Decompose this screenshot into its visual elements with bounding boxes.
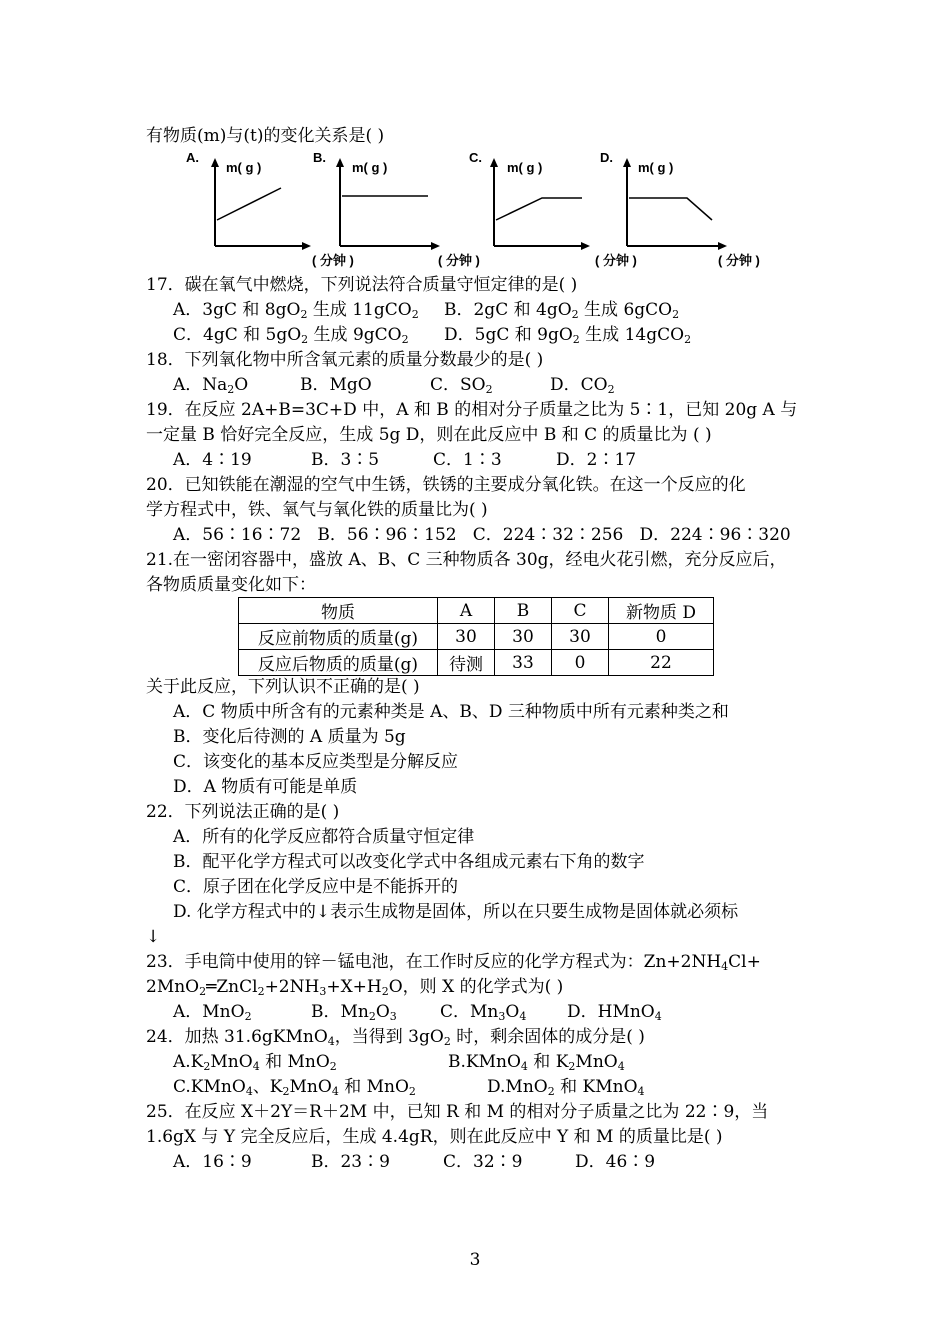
table-header-cell: 物质	[239, 598, 438, 624]
table-header-cell: A	[438, 598, 495, 624]
question-23-option-d: D．HMnO$_4$	[567, 1002, 662, 1023]
question-22-stem: 22．下列说法正确的是( )	[146, 802, 340, 822]
graph-c-xlabel: ( 分钟 )	[595, 253, 637, 268]
question-19-option-c: C．1∶3	[433, 450, 502, 470]
table-cell: 30	[438, 624, 495, 650]
question-24-stem: 24．加热 31.6gKMnO$_4$，当得到 $3gO_2$ 时，剩余固体的成分是( )	[146, 1027, 645, 1048]
graph-b-letter: B.	[313, 150, 326, 165]
table-cell: 30	[552, 624, 609, 650]
graph-a-xlabel: ( 分钟 )	[312, 253, 354, 268]
question-23-option-b: B．$Mn_2O_3$	[311, 1002, 397, 1023]
table-row	[239, 624, 714, 650]
table-header-cell: B	[495, 598, 552, 624]
question-21-line-1: 21.在一密闭容器中，盛放 A、B、C 三种物质各 30g，经电火花引燃，充分反应后，	[146, 550, 787, 570]
question-21-option-c: C．该变化的基本反应类型是分解反应	[173, 752, 459, 772]
question-24-option-c: C.KMnO$_4$、$K_2MnO_4$ 和 MnO$_2$	[173, 1077, 416, 1098]
question-17-option-c: C．4gC 和 $5gO_2$ 生成 9gCO$_2$	[173, 325, 409, 346]
table-header-cell: C	[552, 598, 609, 624]
question-25-option-a: A．16∶9	[173, 1152, 252, 1172]
graph-b-ylabel: m( g )	[352, 160, 388, 175]
table-row	[239, 650, 714, 676]
question-18-option-d: D．$CO_2$	[550, 375, 615, 396]
table-header-row	[239, 598, 714, 624]
question-25-option-b: B．23∶9	[311, 1152, 390, 1172]
question-17-option-b: B．2gC 和 $4gO_2$ 生成 6gCO$_2$	[444, 300, 680, 321]
question-20-line-1: 20．已知铁能在潮湿的空气中生锈，铁锈的主要成分氧化铁。在这一个反应的化	[146, 475, 746, 495]
question-19-line-1: 19．在反应 2A+B=3C+D 中，A 和 B 的相对分子质量之比为 5∶1，已知 20g A 与	[146, 400, 798, 420]
question-24-option-a: $A.K_2MnO_4$ 和 MnO$_2$	[173, 1052, 337, 1073]
table-cell: 30	[495, 624, 552, 650]
question-24-option-b: B.KMnO$_4$ 和 $K_2MnO_4$	[448, 1052, 625, 1073]
question-24-option-d: D.MnO$_2$ 和 KMnO$_4$	[487, 1077, 645, 1098]
graph-a-plot	[205, 158, 315, 253]
question-19-option-d: D．2∶17	[556, 450, 637, 470]
question-22-option-a: A．所有的化学反应都符合质量守恒定律	[173, 827, 475, 847]
graph-c-letter: C.	[469, 150, 482, 165]
question-17-option-a: A．3gC 和 $8gO_2$ 生成 11gCO$_2$	[173, 300, 419, 321]
question-18-option-b: B．MgO	[300, 375, 372, 395]
question-17-stem: 17．碳在氧气中燃烧，下列说法符合质量守恒定律的是( )	[146, 275, 578, 295]
question-23-option-c: C．$Mn_3O_4$	[440, 1002, 527, 1023]
question-19-option-a: A．4∶19	[173, 450, 252, 470]
question-25-option-d: D．46∶9	[575, 1152, 656, 1172]
question-20-options: A．56∶16∶72 B．56∶96∶152 C．224∶32∶256 D．224∶96∶320	[173, 525, 791, 545]
question-23-line-2: $2MnO_2═ZnCl_2+2NH_3+X+H_2O$，则 X 的化学式为( )	[146, 977, 564, 998]
question-19-line-2: 一定量 B 恰好完全反应，生成 5g D，则在此反应中 B 和 C 的质量比为 ( )	[146, 425, 712, 445]
table-cell: 33	[495, 650, 552, 676]
question-23-option-a: A．MnO$_2$	[173, 1002, 252, 1023]
graph-b-plot	[330, 158, 445, 253]
page-number: 3	[469, 1250, 481, 1270]
graph-d-ylabel: m( g )	[638, 160, 674, 175]
question-22-option-d: D. 化学方程式中的↓表示生成物是固体，所以在只要生成物是固体就必须标	[173, 902, 739, 922]
question-25-line-1: 25．在反应 X＋2Y＝R＋2M 中，已知 R 和 M 的相对分子质量之比为 22∶9，当	[146, 1102, 769, 1122]
table-cell: 0	[609, 624, 714, 650]
question-22-option-b: B．配平化学方程式可以改变化学式中各组成元素右下角的数字	[173, 852, 645, 872]
graph-c-plot	[484, 158, 596, 253]
question-21-table	[238, 597, 714, 676]
graph-b-xlabel: ( 分钟 )	[438, 253, 480, 268]
graph-d-line	[629, 198, 712, 220]
question-21-line-3: 关于此反应，下列认识不正确的是( )	[146, 677, 420, 697]
question-22-option-c: C．原子团在化学反应中是不能拆开的	[173, 877, 459, 897]
table-cell: 待测	[438, 650, 495, 676]
table-cell: 0	[552, 650, 609, 676]
graph-a-line	[217, 188, 281, 220]
graph-c-ylabel: m( g )	[507, 160, 543, 175]
graph-d-letter: D.	[600, 150, 613, 165]
question-25-option-c: C．32∶9	[443, 1152, 523, 1172]
question-18-option-c: C．$SO_2$	[430, 375, 493, 396]
question-22-option-d-continued: ↓	[146, 927, 161, 947]
question-18-option-a: A．$Na_2O$	[173, 375, 249, 396]
question-25-line-2: 1.6gX 与 Y 完全反应后，生成 4.4gR，则在此反应中 Y 和 M 的质量比是( )	[146, 1127, 723, 1147]
question-23-line-1: 23．手电筒中使用的锌－锰电池，在工作时反应的化学方程式为：$Zn+2NH_4Cl+$	[146, 952, 761, 973]
graph-a-ylabel: m( g )	[226, 160, 262, 175]
question-16-stem-tail: 有物质(m)与(t)的变化关系是( )	[146, 126, 385, 146]
question-21-option-d: D．A 物质有可能是单质	[173, 777, 358, 797]
table-header-cell: 新物质 D	[609, 598, 714, 624]
question-20-line-2: 学方程式中，铁、氧气与氧化铁的质量比为( )	[146, 500, 488, 520]
graph-d-plot	[617, 158, 732, 253]
question-21-option-a: A．C 物质中所含有的元素种类是 A、B、D 三种物质中所有元素种类之和	[173, 702, 729, 722]
graph-d-xlabel: ( 分钟 )	[718, 253, 760, 268]
question-19-option-b: B．3∶5	[311, 450, 380, 470]
table-cell: 22	[609, 650, 714, 676]
question-21-line-2: 各物质质量变化如下：	[146, 575, 316, 595]
graph-a-letter: A.	[186, 150, 199, 165]
table-cell: 反应前物质的质量(g)	[239, 624, 438, 650]
question-21-option-b: B．变化后待测的 A 质量为 5g	[173, 727, 406, 747]
graph-c-line	[496, 198, 582, 220]
question-17-option-d: D．5gC 和 $9gO_2$ 生成 14gCO$_2$	[444, 325, 692, 346]
question-18-stem: 18．下列氧化物中所含氧元素的质量分数最少的是( )	[146, 350, 544, 370]
table-cell: 反应后物质的质量(g)	[239, 650, 438, 676]
